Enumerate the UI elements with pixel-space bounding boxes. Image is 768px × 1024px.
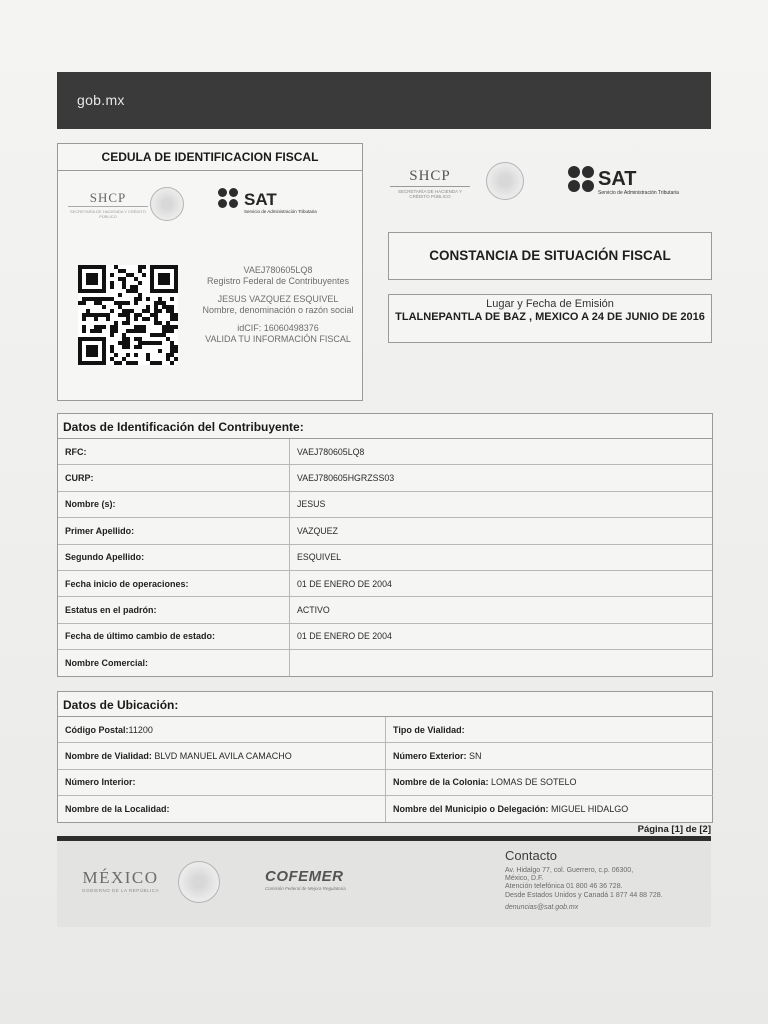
field-label: Estatus en el padrón: xyxy=(58,597,290,623)
cedula-idcif: idCIF: 16060498376 xyxy=(237,323,319,333)
national-seal-icon xyxy=(178,861,220,903)
constancia-title: CONSTANCIA DE SITUACIÓN FISCAL xyxy=(388,232,712,280)
ubicacion-cell: Nombre de la Colonia: LOMAS DE SOTELO xyxy=(386,769,714,795)
ubicacion-cell: Número Interior: xyxy=(58,769,386,795)
table-row xyxy=(58,650,712,676)
emision-value: TLALNEPANTLA DE BAZ , MEXICO A 24 DE JUNIO DE 2016 xyxy=(395,311,705,323)
table-row xyxy=(58,717,713,743)
cedula-info xyxy=(198,265,358,352)
emision-box xyxy=(388,294,712,343)
qr-code-icon xyxy=(78,265,178,365)
table-row xyxy=(58,465,712,491)
cofemer-logo: COFEMER Comisión Federal de Mejora Regulatoria xyxy=(265,868,346,891)
table-row xyxy=(58,544,712,570)
field-label: Nombre (s): xyxy=(58,491,290,517)
field-value xyxy=(290,650,713,676)
national-seal-icon xyxy=(486,162,524,200)
cedula-name-caption: Nombre, denominación o razón social xyxy=(202,305,354,315)
table-row xyxy=(58,743,713,769)
field-label: Nombre Comercial: xyxy=(58,650,290,676)
ubicacion-cell: Nombre de Vialidad: BLVD MANUEL AVILA CAMACHO xyxy=(58,743,386,769)
gob-header-bar xyxy=(57,72,711,129)
emision-label: Lugar y Fecha de Emisión xyxy=(486,298,614,310)
ubicacion-cell: Número Exterior: SN xyxy=(386,743,714,769)
table-row xyxy=(58,518,712,544)
table-row xyxy=(58,769,713,795)
ubicacion-cell: Nombre del Municipio o Delegación: MIGUEL HIDALGO xyxy=(386,796,714,822)
field-value: VAZQUEZ xyxy=(290,518,713,544)
ubicacion-cell: Nombre de la Localidad: xyxy=(58,796,386,822)
field-label: RFC: xyxy=(58,439,290,465)
cedula-rfc-caption: Registro Federal de Contribuyentes xyxy=(206,276,350,286)
field-label: Primer Apellido: xyxy=(58,518,290,544)
field-value: 01 DE ENERO DE 2004 xyxy=(290,623,713,649)
field-value: ACTIVO xyxy=(290,597,713,623)
field-value: VAEJ780605LQ8 xyxy=(297,446,365,457)
table-row xyxy=(58,623,712,649)
field-label: Fecha inicio de operaciones: xyxy=(58,570,290,596)
identificacion-title: Datos de Identificación del Contribuyente: xyxy=(58,414,712,439)
field-value: 01 DE ENERO DE 2004 xyxy=(290,570,713,596)
field-value: JESUS xyxy=(290,491,713,517)
field-label: Fecha de último cambio de estado: xyxy=(58,623,290,649)
ubicacion-cell: Código Postal:11200 xyxy=(58,717,386,743)
field-value: ESQUIVEL xyxy=(290,544,713,570)
footer xyxy=(57,841,711,927)
ubicacion-cell: Tipo de Vialidad: xyxy=(393,724,465,735)
table-row xyxy=(58,597,712,623)
mexico-logo: MÉXICO GOBIERNO DE LA REPÚBLICA xyxy=(82,868,160,893)
qr-code[interactable] xyxy=(78,265,178,365)
field-label: CURP: xyxy=(58,465,290,491)
ubicacion-title: Datos de Ubicación: xyxy=(58,692,712,717)
national-seal-icon xyxy=(150,187,184,221)
ubicacion-table xyxy=(58,717,713,822)
cedula-title: CEDULA DE IDENTIFICACION FISCAL xyxy=(58,144,362,171)
contact-title: Contacto xyxy=(505,848,558,863)
cedula-rfc: VAEJ780605LQ8 xyxy=(243,265,313,275)
contact-line: Atención telefónica 01 800 46 36 728. xyxy=(505,883,623,891)
contact-email-link[interactable]: denuncias@sat.gob.mx xyxy=(505,903,579,911)
identificacion-table xyxy=(58,439,712,676)
field-value: VAEJ780605HGRZSS03 xyxy=(290,465,713,491)
cedula-identificacion-fiscal: CEDULA DE IDENTIFICACION FISCAL SHCP SECRETARÍA DE HACIENDA Y CRÉDITO PÚBLICO SAT Servicio de Administración Tributaria VAEJ780605LQ8 Registro Federal de Contribuyentes JESUS VAZQUEZ ESQUIVEL Nombre, denominación o razón social idCIF: 16060498376 VALIDA TU INFORMACIÓN FISCAL xyxy=(57,143,363,401)
contact-info xyxy=(505,848,710,912)
identificacion-section xyxy=(57,413,713,677)
contact-line: Av. Hidalgo 77, col. Guerrero, c.p. 06300, xyxy=(505,867,634,874)
right-logos: SHCP SECRETARÍA DE HACIENDA Y CRÉDITO PÚBLICO SAT Servicio de Administración Tributaria xyxy=(390,160,710,210)
table-row xyxy=(58,491,712,517)
contact-line: México, D.F. xyxy=(505,875,544,883)
gob-mx-logo: gob.mx xyxy=(77,92,125,108)
contact-line: Desde Estados Unidos y Canadá 1 877 44 88 728. xyxy=(505,891,663,899)
page-number: Página [1] de [2] xyxy=(637,824,711,835)
table-row xyxy=(58,570,712,596)
shcp-logo-large: SHCP SECRETARÍA DE HACIENDA Y CRÉDITO PÚBLICO xyxy=(390,168,470,199)
field-label: Segundo Apellido: xyxy=(58,544,290,570)
ubicacion-section xyxy=(57,691,713,823)
shcp-logo: SHCP SECRETARÍA DE HACIENDA Y CRÉDITO PÚBLICO xyxy=(68,190,148,219)
table-row xyxy=(58,796,713,822)
cedula-valida: VALIDA TU INFORMACIÓN FISCAL xyxy=(205,334,351,344)
cedula-name: JESUS VAZQUEZ ESQUIVEL xyxy=(217,294,339,304)
table-row xyxy=(58,439,712,465)
